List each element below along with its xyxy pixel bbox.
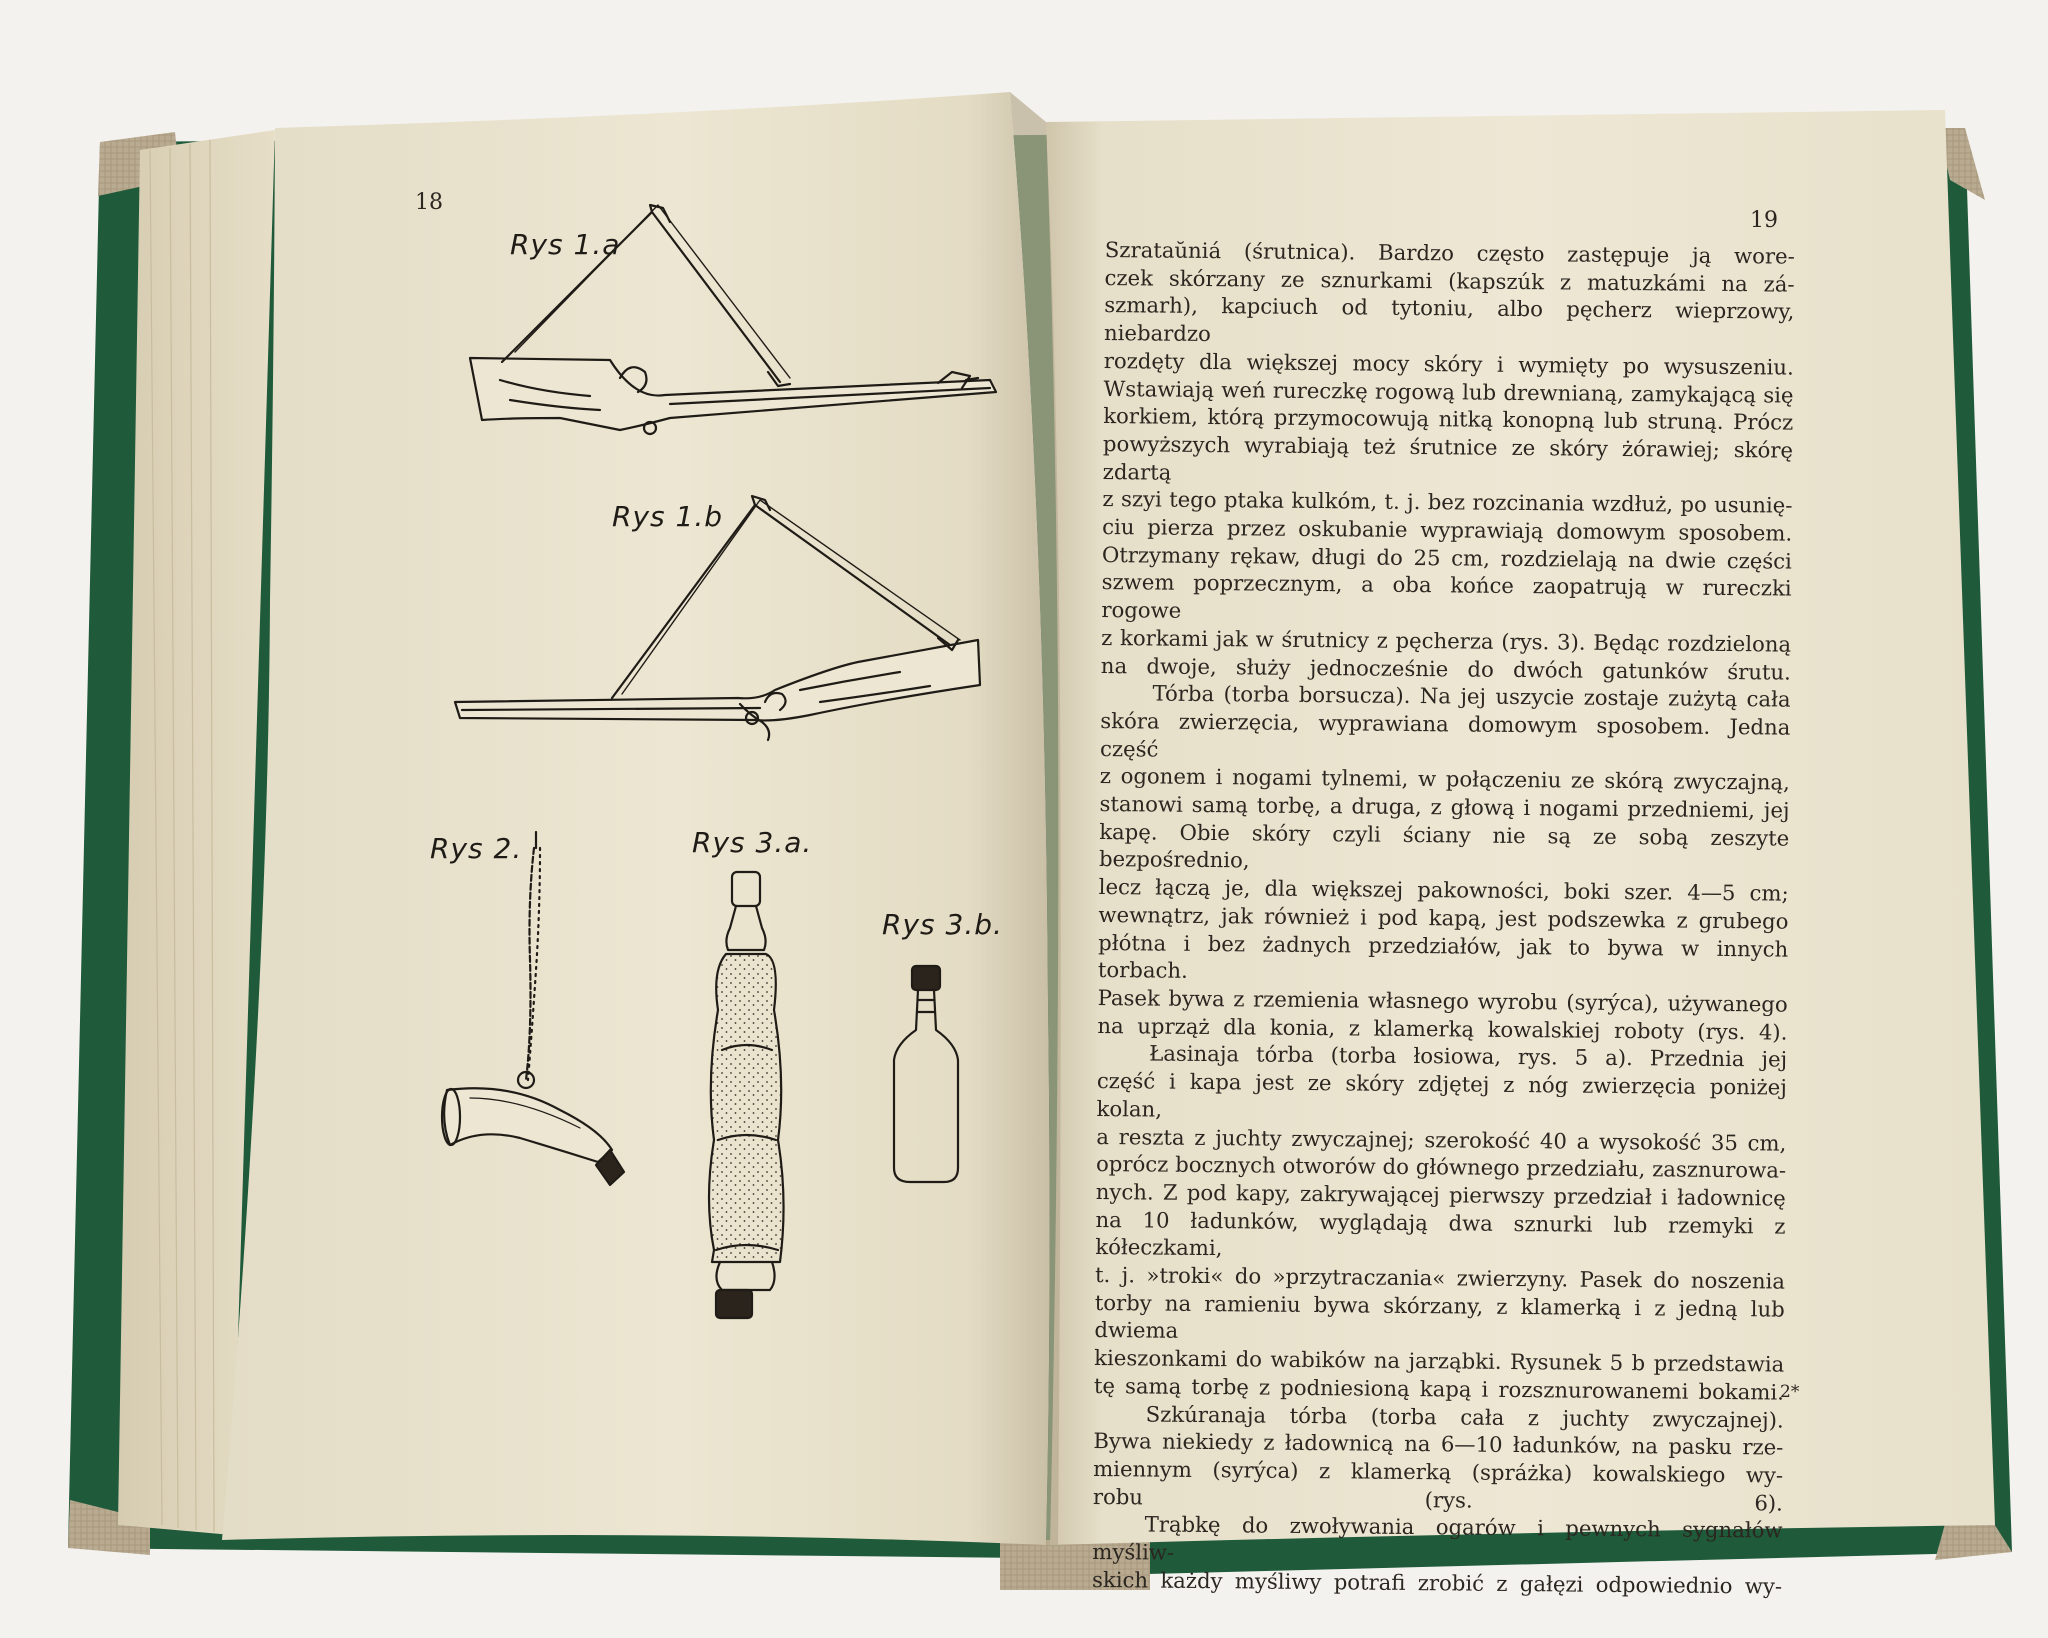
paragraph: Łasinaja tórba (torba łosiowa, rys. 5 a). Przednia jej część i kapa jest ze skóry zdjętej z nóg zwierzęcia poniżej kolan, a reszta z juchty zwyczajnej; szerokość 40 a wysokość 35 cm, oprócz bocznych otworów do głównego przedziału, zasznurowa- nych. Z pod kapy, zakrywającej pierwszy przedział i ładownicę na 10 ładunków, wyglądają dwa sznurki lub rzemyki z kółeczkami, t. j. »troki« do »przytraczania« zwierzyny. Pasek do noszenia torby na ramieniu bywa skórzany, z klamerką i z jedną lub dwiema kieszonkami do wabików na jarząbki. Rysunek 5 b przedstawia tę samą torbę z podniesioną kapą i rozsznurowanemi bokami.	[1093, 1040, 1788, 1405]
paragraph: Tórba (torba borsucza). Na jej uszycie zostaje zużytą cała skóra zwierzęcia, wyprawiana domowym sposobem. Jedna część z ogonem i nogami tylnemi, w połączeniu ze skórą zwyczajną, stanowi samą torbę, a druga, z głową i nogami przedniemi, jej kapę. Obie skóry czyli ściany nie są ze sobą zeszyte bezpośrednio, lecz łączą je, dla większej pakowności, boki szer. 4—5 cm; wewnątrz, jak również i pod kapą, jest podszewka z grubego płótna i bez żadnych przedziałów, jak to bywa w innych torbach. Pasek bywa z rzemienia własnego wyrobu (syrýca), używanego na uprząż dla konia, z klamerką kowalskiej roboty (rys. 4).	[1097, 680, 1791, 1045]
figure-label-rys-1b: Rys 1.b	[612, 500, 724, 533]
left-page	[222, 92, 1050, 1545]
figure-label-rys-3a: Rys 3.a.	[692, 826, 813, 859]
page-number-left: 18	[415, 190, 443, 215]
paragraph: Trąbkę do zwoływania ogarów i pewnych sygnałów myśliw- skich każdy myśliwy potrafi zrobić z gałęzi odpowiednio wy-	[1091, 1511, 1783, 1599]
figure-label-rys-2: Rys 2.	[430, 832, 523, 865]
page-number-right: 19	[1750, 208, 1778, 233]
signature-mark: 2*	[1780, 1382, 1800, 1402]
figure-label-rys-1a: Rys 1.a	[510, 228, 621, 261]
figure-label-rys-3b: Rys 3.b.	[882, 908, 1003, 941]
paragraph: Szkúranaja tórba (torba cała z juchty zwyczajnej). Bywa niekiedy z ładownicą na 6—10 ładunków, na pasku rze- miennym (syrýca) z klamerką (spráżka) kowalskiego wy- robu (rys. 6).	[1092, 1400, 1784, 1516]
body-text	[1092, 236, 1795, 1600]
paragraph: Szrataŭniá (śrutnica). Bardzo często zastępuje ją wore- czek skórzany ze sznurkami (kapszúk z matuzkámi na zá- szmarh), kapciuch od tytoniu, albo pęcherz wieprzowy, niebardzo rozdęty dla większej mocy skóry i wymięty po wysuszeniu. Wstawiają weń rureczkę rogową lub drewnianą, zamykającą się korkiem, którą przymocowują nitką konopną lub struną. Prócz powyższych wyrabiają też śrutnice ze skóry żórawiej; skórę zdartą z szyi tego ptaka kulkóm, t. j. bez rozcinania wzdłuż, po usunię- ciu pierza przez oskubanie wyprawiają domowym sposobem. Otrzymany rękaw, długi do 25 cm, rozdzielają na dwie części szwem poprzecznym, a oba końce zaopatrują w rureczki rogowe z korkami jak w śrutnicy z pęcherza (rys. 3). Będąc rozdzieloną na dwoje, służy jednocześnie do dwóch gatunków śrutu.	[1100, 236, 1795, 685]
